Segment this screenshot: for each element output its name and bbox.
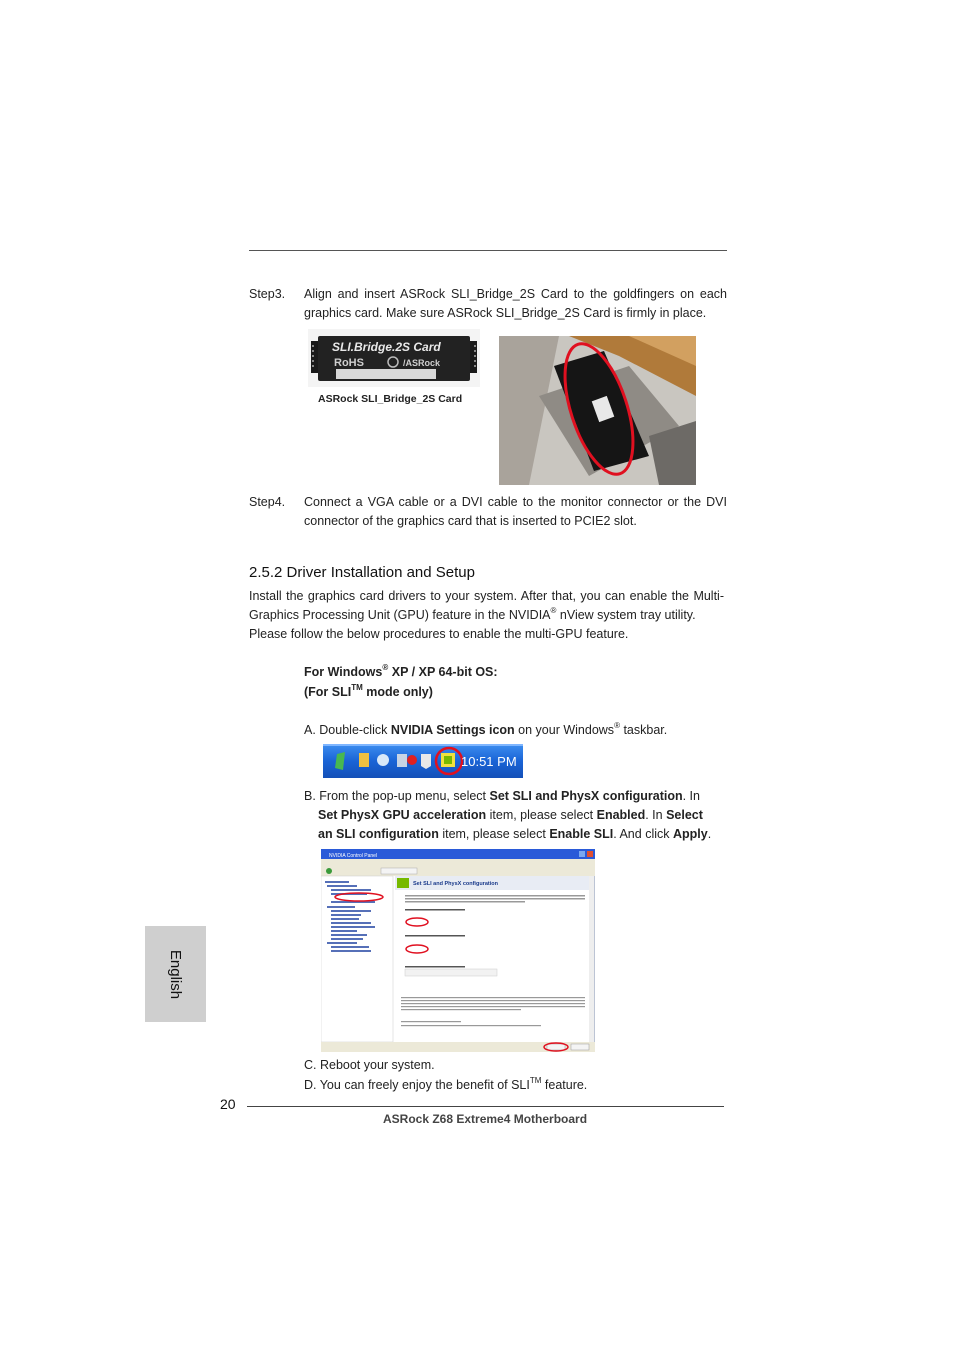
step3-line1: Align and insert ASRock SLI_Bridge_2S Card to the goldfingers on each (304, 287, 727, 301)
step-b-bold: an SLI configuration (318, 827, 439, 841)
footer-rule (247, 1106, 724, 1107)
page-number: 20 (220, 1096, 236, 1112)
view-dropdown[interactable] (381, 868, 417, 874)
step-b-part: B. From the pop-up menu, select (304, 789, 490, 803)
step-b-part: . (707, 827, 712, 841)
step-a-bold: NVIDIA Settings icon (390, 723, 515, 737)
step3-line2: graphics card. Make sure ASRock SLI_Bridge_2S Card is firmly in place. (304, 306, 707, 320)
step-b-bold: Enable SLI (549, 827, 614, 841)
nvidia-page-icon (397, 878, 409, 888)
registered-mark: ® (382, 662, 389, 672)
window-title: NVIDIA Control Panel (329, 853, 378, 859)
toolbar (321, 866, 595, 876)
os-text: mode only) (362, 685, 433, 699)
step-b-line2 (318, 806, 703, 825)
step4-line1: Connect a VGA cable or a DVI cable to the monitor connector or the DVI (304, 495, 727, 509)
step-a-text (304, 721, 667, 740)
para-text: Graphics Processing Unit (GPU) feature in the NVIDIA (249, 608, 551, 622)
close-button[interactable] (587, 851, 593, 857)
para-text: nView system tray utility. (556, 608, 696, 622)
step-b-line1 (304, 787, 700, 806)
step-b-line3 (318, 825, 711, 844)
step-b-part: . In (682, 789, 700, 803)
trademark-mark: TM (351, 682, 363, 692)
step-b-part: item, please select (486, 808, 597, 822)
step-b-bold: Select (666, 808, 703, 822)
step-c-text: C. Reboot your system. (304, 1058, 435, 1072)
focus-display-dropdown[interactable] (405, 969, 497, 976)
apply-button[interactable] (547, 1044, 565, 1050)
registered-mark: ® (550, 605, 557, 615)
nvidia-control-panel-screenshot (321, 849, 595, 1052)
os-heading-line1 (304, 663, 498, 682)
os-text: For Windows (304, 665, 383, 679)
menu-bar (321, 859, 595, 866)
step4-label: Step4. (249, 495, 286, 509)
header-rule (249, 250, 727, 251)
back-icon[interactable] (326, 868, 332, 874)
section-paragraph-line3: Please follow the below procedures to enable the multi-GPU feature. (249, 627, 629, 641)
section-paragraph-line1: Install the graphics card drivers to your system. After that, you can enable the Multi- (249, 589, 724, 603)
bridge-card-title: SLI.Bridge.2S Card (332, 340, 441, 354)
step-d-text (304, 1076, 587, 1095)
section-paragraph-line2 (249, 606, 727, 625)
taskbar-clock: 10:51 PM (461, 754, 517, 769)
sli-bridge-card-image (308, 329, 480, 387)
step-d-part: feature. (541, 1078, 588, 1092)
registered-mark: ® (614, 720, 620, 730)
os-text: XP / XP 64-bit OS: (388, 665, 498, 679)
step-a-part: A. Double-click (304, 723, 391, 737)
trademark-mark: TM (529, 1075, 542, 1085)
section-heading: 2.5.2 Driver Installation and Setup (249, 564, 475, 581)
footer-product: ASRock Z68 Extreme4 Motherboard (383, 1112, 588, 1126)
step3-label: Step3. (249, 287, 286, 301)
bridge-installed-photo (499, 336, 696, 485)
step-b-part: . And click (613, 827, 673, 841)
scrollbar[interactable] (589, 876, 594, 1042)
os-text: (For SLI (304, 685, 352, 699)
page-title: Set SLI and PhysX configuration (413, 881, 498, 887)
bridge-card-brand: /ASRock (403, 358, 441, 368)
step-d-part: D. You can freely enjoy the benefit of SLI (304, 1078, 530, 1092)
os-heading-line2 (304, 683, 433, 702)
step-b-bold: Enabled (596, 808, 646, 822)
step-b-bold: Apply (672, 827, 708, 841)
taskbar-screenshot (323, 744, 523, 778)
step-b-bold: Set PhysX GPU acceleration (318, 808, 487, 822)
step-a-part: on your Windows (514, 723, 615, 737)
step4-line2: connector of the graphics card that is inserted to PCIE2 slot. (304, 514, 637, 528)
language-side-tab (145, 926, 206, 1022)
bridge-card-caption: ASRock SLI_Bridge_2S Card (318, 393, 463, 405)
step-b-bold: Set SLI and PhysX configuration (489, 789, 683, 803)
cancel-button[interactable] (571, 1044, 589, 1050)
step-b-part: item, please select (438, 827, 550, 841)
step-a-part: taskbar. (619, 723, 668, 737)
minimize-button[interactable] (579, 851, 585, 857)
bridge-card-rohs: RoHS (334, 357, 364, 369)
step-b-part: . In (645, 808, 667, 822)
language-label: English (166, 949, 184, 999)
